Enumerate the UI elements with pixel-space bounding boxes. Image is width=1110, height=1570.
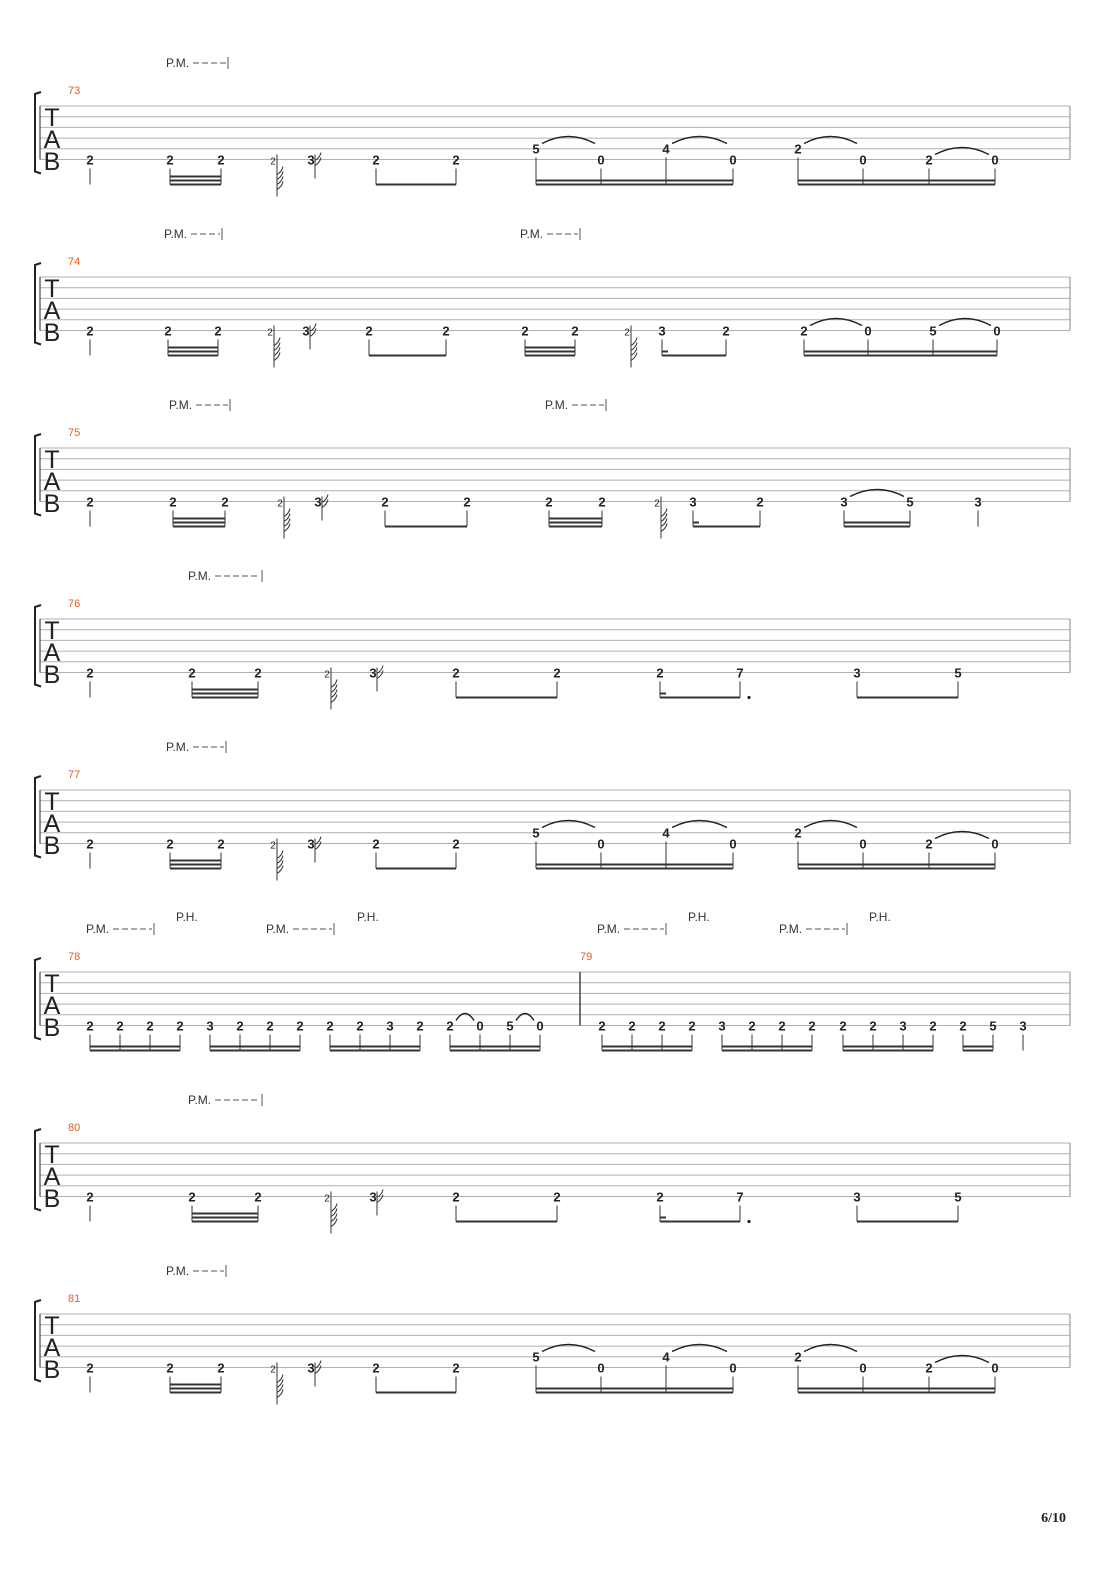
- palm-mute-mark: P.M.: [169, 398, 193, 412]
- fret-number: 2: [553, 1189, 561, 1205]
- palm-mute-mark: P.M.: [597, 922, 621, 936]
- fret-number: 2: [372, 152, 380, 168]
- tie: [804, 821, 857, 828]
- fret-number: 7: [736, 1189, 744, 1205]
- fret-number: 0: [597, 152, 605, 168]
- fret-number: 2: [221, 494, 229, 510]
- fret-number: 2: [86, 1360, 94, 1376]
- fret-number: 3: [974, 494, 982, 510]
- fret-number: 5: [989, 1018, 997, 1034]
- fret-number: 5: [906, 494, 914, 510]
- fret-number: 3: [853, 1189, 861, 1205]
- palm-mute-mark: P.M.: [166, 56, 190, 70]
- fret-number: 2: [722, 323, 730, 339]
- fret-number: 2: [188, 665, 196, 681]
- page-number: 6/10: [1041, 1511, 1066, 1526]
- fret-number: 0: [991, 1360, 999, 1376]
- fret-number: 0: [476, 1018, 484, 1034]
- tab-clef-letter: B: [43, 1014, 61, 1042]
- fret-number: 2: [266, 1018, 274, 1034]
- fret-number: 2: [624, 327, 630, 339]
- fret-number: 3: [314, 494, 322, 510]
- fret-number: 2: [214, 323, 222, 339]
- tab-clef-letter: T: [44, 788, 60, 816]
- fret-number: 2: [217, 836, 225, 852]
- fret-number: 2: [794, 825, 802, 841]
- fret-number: 2: [254, 1189, 262, 1205]
- fret-number: 5: [532, 1349, 540, 1365]
- fret-number: 2: [166, 152, 174, 168]
- fret-number: 2: [959, 1018, 967, 1034]
- tab-clef-letter: T: [44, 1312, 60, 1340]
- fret-number: 2: [598, 494, 606, 510]
- pinch-harmonic-mark: P.H.: [688, 910, 710, 924]
- fret-number: 0: [536, 1018, 544, 1034]
- palm-mute-mark: P.M.: [188, 1093, 212, 1107]
- palm-mute-mark: P.M.: [166, 1264, 190, 1278]
- measure-number: 73: [68, 85, 81, 97]
- fret-number: 2: [236, 1018, 244, 1034]
- tie: [672, 137, 727, 144]
- tab-clef-letter: B: [43, 148, 61, 176]
- fret-number: 3: [307, 1360, 315, 1376]
- palm-mute-mark: P.M.: [86, 922, 110, 936]
- fret-number: 2: [86, 1189, 94, 1205]
- fret-number: 2: [146, 1018, 154, 1034]
- tie: [804, 1345, 857, 1352]
- fret-number: 2: [452, 836, 460, 852]
- fret-number: 2: [452, 665, 460, 681]
- fret-number: 4: [662, 141, 670, 157]
- fret-number: 2: [656, 665, 664, 681]
- palm-mute-mark: P.M.: [188, 569, 212, 583]
- fret-number: 2: [86, 323, 94, 339]
- fret-number: 5: [954, 665, 962, 681]
- pinch-harmonic-mark: P.H.: [176, 910, 198, 924]
- fret-number: 2: [86, 494, 94, 510]
- tab-clef-letter: A: [43, 1163, 61, 1191]
- fret-number: 2: [372, 836, 380, 852]
- fret-number: 2: [656, 1189, 664, 1205]
- fret-number: 2: [326, 1018, 334, 1034]
- fret-number: 0: [597, 1360, 605, 1376]
- fret-number: 2: [452, 152, 460, 168]
- fret-number: 2: [794, 1349, 802, 1365]
- tab-clef-letter: T: [44, 970, 60, 998]
- rhythm-dot: [747, 1220, 750, 1223]
- fret-number: 5: [532, 825, 540, 841]
- fret-number: 3: [853, 665, 861, 681]
- tab-clef-letter: A: [43, 297, 61, 325]
- fret-number: 2: [869, 1018, 877, 1034]
- tab-clef-letter: B: [43, 319, 61, 347]
- tie: [542, 1345, 595, 1352]
- fret-number: 2: [217, 152, 225, 168]
- measure-number: 74: [68, 256, 81, 268]
- fret-number: 2: [839, 1018, 847, 1034]
- fret-number: 3: [689, 494, 697, 510]
- tab-clef-letter: B: [43, 832, 61, 860]
- fret-number: 2: [808, 1018, 816, 1034]
- measure-number: 80: [68, 1122, 81, 1134]
- fret-number: 2: [748, 1018, 756, 1034]
- fret-number: 2: [372, 1360, 380, 1376]
- tab-clef-letter: A: [43, 1334, 61, 1362]
- tie: [804, 137, 857, 144]
- tab-clef-letter: T: [44, 1141, 60, 1169]
- palm-mute-mark: P.M.: [266, 922, 290, 936]
- fret-number: 2: [925, 1360, 933, 1376]
- fret-number: 2: [654, 498, 660, 510]
- tab-clef-letter: B: [43, 1185, 61, 1213]
- palm-mute-mark: P.M.: [520, 227, 544, 241]
- fret-number: 2: [267, 327, 273, 339]
- tie: [672, 821, 727, 828]
- tie: [672, 1345, 727, 1352]
- measure-number: 81: [68, 1293, 81, 1305]
- tab-clef-letter: A: [43, 126, 61, 154]
- measure-number: 77: [68, 769, 81, 781]
- fret-number: 5: [954, 1189, 962, 1205]
- fret-number: 5: [506, 1018, 514, 1034]
- fret-number: 2: [553, 665, 561, 681]
- tab-clef-letter: A: [43, 810, 61, 838]
- fret-number: 2: [381, 494, 389, 510]
- fret-number: 0: [729, 836, 737, 852]
- tie: [542, 137, 595, 144]
- fret-number: 2: [164, 323, 172, 339]
- tab-clef-letter: B: [43, 1356, 61, 1384]
- fret-number: 3: [899, 1018, 907, 1034]
- fret-number: 2: [521, 323, 529, 339]
- tab-clef-letter: T: [44, 617, 60, 645]
- fret-number: 2: [452, 1360, 460, 1376]
- fret-number: 0: [864, 323, 872, 339]
- tab-clef-letter: T: [44, 446, 60, 474]
- fret-number: 0: [729, 152, 737, 168]
- pinch-harmonic-mark: P.H.: [357, 910, 379, 924]
- tab-clef-letter: T: [44, 275, 60, 303]
- fret-number: 5: [532, 141, 540, 157]
- fret-number: 0: [859, 836, 867, 852]
- fret-number: 7: [736, 665, 744, 681]
- fret-number: 3: [658, 323, 666, 339]
- fret-number: 2: [463, 494, 471, 510]
- fret-number: 2: [442, 323, 450, 339]
- fret-number: 2: [270, 1364, 276, 1376]
- measure-number: 75: [68, 427, 81, 439]
- fret-number: 2: [176, 1018, 184, 1034]
- fret-number: 2: [296, 1018, 304, 1034]
- fret-number: 2: [800, 323, 808, 339]
- fret-number: 5: [929, 323, 937, 339]
- fret-number: 2: [166, 836, 174, 852]
- fret-number: 4: [662, 1349, 670, 1365]
- fret-number: 2: [658, 1018, 666, 1034]
- fret-number: 2: [778, 1018, 786, 1034]
- fret-number: 0: [991, 836, 999, 852]
- fret-number: 3: [1019, 1018, 1027, 1034]
- fret-number: 0: [729, 1360, 737, 1376]
- fret-number: 2: [217, 1360, 225, 1376]
- tab-clef-letter: A: [43, 639, 61, 667]
- fret-number: 3: [302, 323, 310, 339]
- fret-number: 0: [597, 836, 605, 852]
- fret-number: 2: [277, 498, 283, 510]
- fret-number: 0: [859, 1360, 867, 1376]
- rhythm-dot: [747, 696, 750, 699]
- fret-number: 2: [925, 836, 933, 852]
- measure-number: 76: [68, 598, 81, 610]
- palm-mute-mark: P.M.: [545, 398, 569, 412]
- palm-mute-mark: P.M.: [779, 922, 803, 936]
- palm-mute-mark: P.M.: [166, 740, 190, 754]
- measure-number: 78: [68, 951, 81, 963]
- fret-number: 2: [794, 141, 802, 157]
- tab-clef-letter: B: [43, 661, 61, 689]
- fret-number: 2: [254, 665, 262, 681]
- tab-clef-letter: A: [43, 992, 61, 1020]
- fret-number: 3: [369, 665, 377, 681]
- fret-number: 2: [270, 156, 276, 168]
- tab-clef-letter: T: [44, 104, 60, 132]
- fret-number: 2: [688, 1018, 696, 1034]
- fret-number: 2: [365, 323, 373, 339]
- fret-number: 2: [452, 1189, 460, 1205]
- fret-number: 2: [324, 669, 330, 681]
- fret-number: 2: [324, 1193, 330, 1205]
- fret-number: 2: [86, 665, 94, 681]
- fret-number: 2: [169, 494, 177, 510]
- fret-number: 2: [628, 1018, 636, 1034]
- fret-number: 3: [840, 494, 848, 510]
- palm-mute-mark: P.M.: [164, 227, 188, 241]
- tab-clef-letter: B: [43, 490, 61, 518]
- fret-number: 2: [446, 1018, 454, 1034]
- measure-number: 79: [580, 951, 593, 963]
- fret-number: 2: [929, 1018, 937, 1034]
- fret-number: 2: [116, 1018, 124, 1034]
- fret-number: 4: [662, 825, 670, 841]
- fret-number: 3: [307, 836, 315, 852]
- fret-number: 2: [545, 494, 553, 510]
- fret-number: 2: [416, 1018, 424, 1034]
- tab-clef-letter: A: [43, 468, 61, 496]
- fret-number: 2: [571, 323, 579, 339]
- fret-number: 2: [598, 1018, 606, 1034]
- fret-number: 0: [859, 152, 867, 168]
- fret-number: 3: [718, 1018, 726, 1034]
- fret-number: 2: [86, 836, 94, 852]
- fret-number: 0: [993, 323, 1001, 339]
- fret-number: 3: [206, 1018, 214, 1034]
- fret-number: 2: [356, 1018, 364, 1034]
- fret-number: 2: [86, 1018, 94, 1034]
- tie: [542, 821, 595, 828]
- fret-number: 2: [756, 494, 764, 510]
- fret-number: 2: [86, 152, 94, 168]
- fret-number: 2: [270, 840, 276, 852]
- fret-number: 3: [369, 1189, 377, 1205]
- fret-number: 3: [307, 152, 315, 168]
- pinch-harmonic-mark: P.H.: [869, 910, 891, 924]
- fret-number: 0: [991, 152, 999, 168]
- fret-number: 2: [166, 1360, 174, 1376]
- fret-number: 2: [188, 1189, 196, 1205]
- fret-number: 2: [925, 152, 933, 168]
- fret-number: 3: [386, 1018, 394, 1034]
